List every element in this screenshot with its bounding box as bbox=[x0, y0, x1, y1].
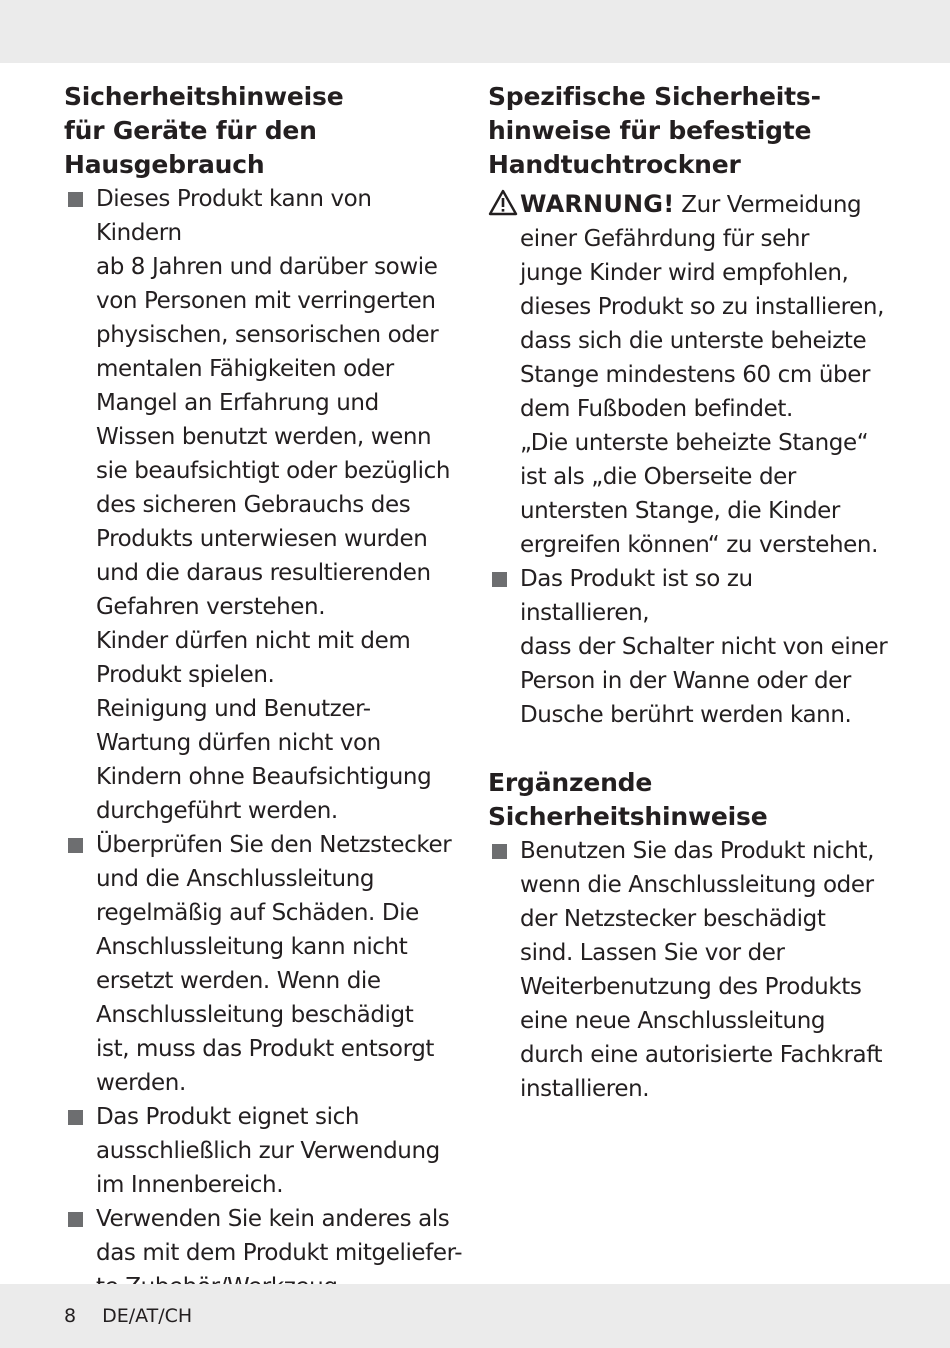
warning-triangle-icon bbox=[488, 189, 518, 217]
heading-line: Ergänzende bbox=[488, 768, 653, 797]
square-bullet-icon bbox=[68, 192, 83, 207]
left-column bbox=[64, 80, 464, 1304]
page-footer bbox=[64, 1303, 192, 1329]
right-column bbox=[488, 80, 888, 1106]
warning-label: WARNUNG! bbox=[520, 190, 675, 218]
list-item-switch-placement: Das Produkt ist so zu installieren, dass der Schalter nicht von einer Person in der Wanne oder der Dusche berührt werden kann. bbox=[488, 562, 888, 732]
heading-line: Spezifische Sicherheits- bbox=[488, 82, 821, 111]
square-bullet-icon bbox=[68, 1212, 83, 1227]
section-heading-household bbox=[64, 80, 464, 182]
list-item-indoor-only: Das Produkt eignet sich ausschließlich zur Verwendung im Innenbereich. bbox=[64, 1100, 464, 1202]
square-bullet-icon bbox=[68, 1110, 83, 1125]
list-item-check-plug: Überprüfen Sie den Netzstecker und die Anschlussleitung regelmäßig auf Schäden. Die Anschlussleitung kann nicht ersetzt werden. Wenn die Anschlussleitung beschädigt ist, muss das Produkt entsorgt werden. bbox=[64, 828, 464, 1100]
list-item-accessories: Verwenden Sie kein anderes als das mit dem Produkt mitgeliefer- bbox=[64, 1202, 464, 1304]
section-heading-additional bbox=[488, 766, 888, 834]
square-bullet-icon bbox=[492, 572, 507, 587]
heading-line: Hausgebrauch bbox=[64, 150, 265, 179]
list-item-children-usage: Dieses Produkt kann von Kindern ab 8 Jahren und darüber sowie von Personen mit verringerten physischen, sensorischen oder mentalen Fähigkeiten oder Mangel an Erfahrung und Wissen benutzt werden, wenn sie beaufsichtigt oder bezüglich des sicheren Gebrauchs des Produkts unterwiesen wurden und die daraus resultierenden Gefahren verstehen. Kinder dürfen nicht mit dem Produkt spielen. Reinigung und Benutzer- Wartung dürfen nicht von Kindern ohne Beaufsichtigung durchgeführt werden. bbox=[64, 182, 464, 828]
square-bullet-icon bbox=[492, 844, 507, 859]
heading-line: Handtuchtrockner bbox=[488, 150, 741, 179]
region-label: DE/AT/CH bbox=[102, 1305, 193, 1327]
heading-line: für Geräte für den bbox=[64, 116, 317, 145]
warning-block: WARNUNG! Zur Vermeidung einer Gefährdung für sehr junge Kinder wird empfohlen, dieses Produkt so zu installieren, dass sich die unterste beheizte Stange mindestens 60 cm über dem Fußboden befindet. „Die unterste beheizte Stange“ ist als „die Oberseite der untersten Stange, die Kinder ergreifen können“ zu verstehen. bbox=[488, 187, 888, 562]
section-heading-towel-dryer bbox=[488, 80, 888, 182]
top-band bbox=[0, 0, 950, 63]
heading-line: hinweise für befestigte bbox=[488, 116, 812, 145]
warning-first-line: Zur Vermeidung bbox=[681, 192, 862, 218]
square-bullet-icon bbox=[68, 838, 83, 853]
heading-line: Sicherheitshinweise bbox=[488, 802, 768, 831]
heading-line: Sicherheitshinweise bbox=[64, 82, 344, 111]
page-number: 8 bbox=[64, 1305, 77, 1327]
list-item-damaged-cable: Benutzen Sie das Produkt nicht, wenn die Anschlussleitung oder der Netzstecker beschädigt sind. Lassen Sie vor der Weiterbenutzung des Produkts eine neue Anschlussleitung durch eine autorisierte Fachkraft installieren. bbox=[488, 834, 888, 1106]
